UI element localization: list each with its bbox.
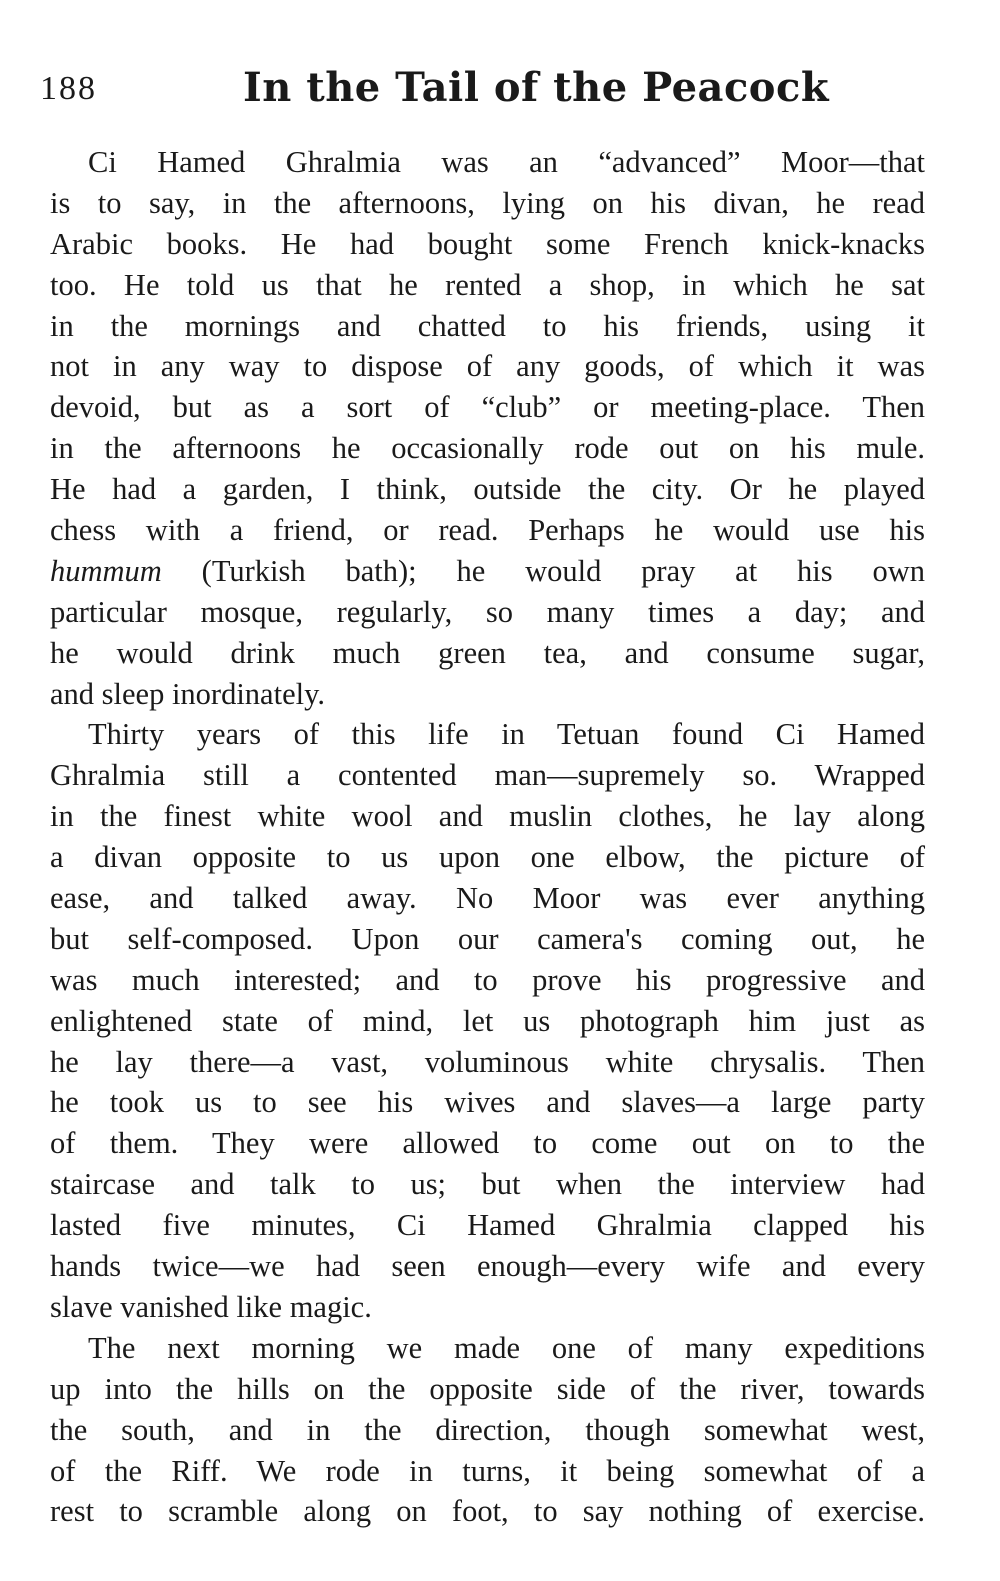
text-line: not in any way to dispose of any goods, of which it was: [50, 349, 925, 384]
text-line: in the finest white wool and muslin clothes, he lay along: [50, 799, 925, 834]
text-line: was much interested; and to prove his progressive and: [50, 962, 925, 997]
text-line: Ci Hamed Ghralmia was an “advanced” Moor—that: [88, 145, 925, 179]
text-line: and sleep inordinately.: [50, 676, 325, 711]
text-line: chess with a friend, or read. Perhaps he would use his: [50, 513, 925, 548]
paragraph: [50, 1328, 925, 1532]
text-line: hands twice—we had seen enough—every wife and every: [50, 1249, 925, 1284]
text-line: devoid, but as a sort of “club” or meeting-place. Then: [50, 390, 925, 425]
text-line: in the mornings and chatted to his friends, using it: [50, 308, 925, 343]
page-header: [0, 64, 1000, 124]
page-number: 188: [40, 70, 97, 107]
text-line: He had a garden, I think, outside the city. Or he played: [50, 472, 925, 507]
text-line: Arabic books. He had bought some French knick-knacks: [50, 226, 925, 261]
text-line: is to say, in the afternoons, lying on his divan, he read: [50, 185, 925, 220]
text-line: of them. They were allowed to come out on to the: [50, 1126, 925, 1161]
text-line: The next morning we made one of many expeditions: [88, 1330, 925, 1365]
text-line: a divan opposite to us upon one elbow, the picture of: [50, 840, 925, 875]
text-line: he would drink much green tea, and consume sugar,: [50, 635, 925, 670]
text-line: lasted five minutes, Ci Hamed Ghralmia clapped his: [50, 1208, 925, 1243]
text-line: he took us to see his wives and slaves—a large party: [50, 1085, 925, 1120]
text-line: Thirty years of this life in Tetuan found Ci Hamed: [88, 717, 925, 752]
text-line: particular mosque, regularly, so many times a day; and: [50, 594, 925, 629]
text-line: the south, and in the direction, though somewhat west,: [50, 1412, 925, 1447]
text-line: slave vanished like magic.: [50, 1289, 372, 1324]
text-line-italic-start: [50, 551, 925, 592]
body-text: [50, 142, 925, 1532]
text-line: rest to scramble along on foot, to say nothing of exercise.: [50, 1494, 925, 1529]
paragraph: [50, 714, 925, 1327]
text-line: too. He told us that he rented a shop, in which he sat: [50, 267, 925, 302]
text-line: enlightened state of mind, let us photograph him just as: [50, 1003, 925, 1038]
text-line: but self-composed. Upon our camera's coming out, he: [50, 921, 925, 956]
running-title: In the Tail of the Peacock: [243, 64, 830, 111]
text-line: he lay there—a vast, voluminous white chrysalis. Then: [50, 1044, 925, 1079]
text-line: in the afternoons he occasionally rode out on his mule.: [50, 431, 925, 466]
text-line: ease, and talked away. No Moor was ever anything: [50, 881, 925, 916]
text-line: of the Riff. We rode in turns, it being somewhat of a: [50, 1453, 925, 1488]
text-line: staircase and talk to us; but when the interview had: [50, 1167, 925, 1202]
italic-word: hummum: [50, 553, 162, 588]
italic-line-rest: (Turkish bath); he would pray at his own: [161, 553, 925, 588]
paragraph: [50, 142, 925, 714]
text-line: up into the hills on the opposite side of the river, towards: [50, 1371, 925, 1406]
text-line: Ghralmia still a contented man—supremely so. Wrapped: [50, 758, 925, 793]
